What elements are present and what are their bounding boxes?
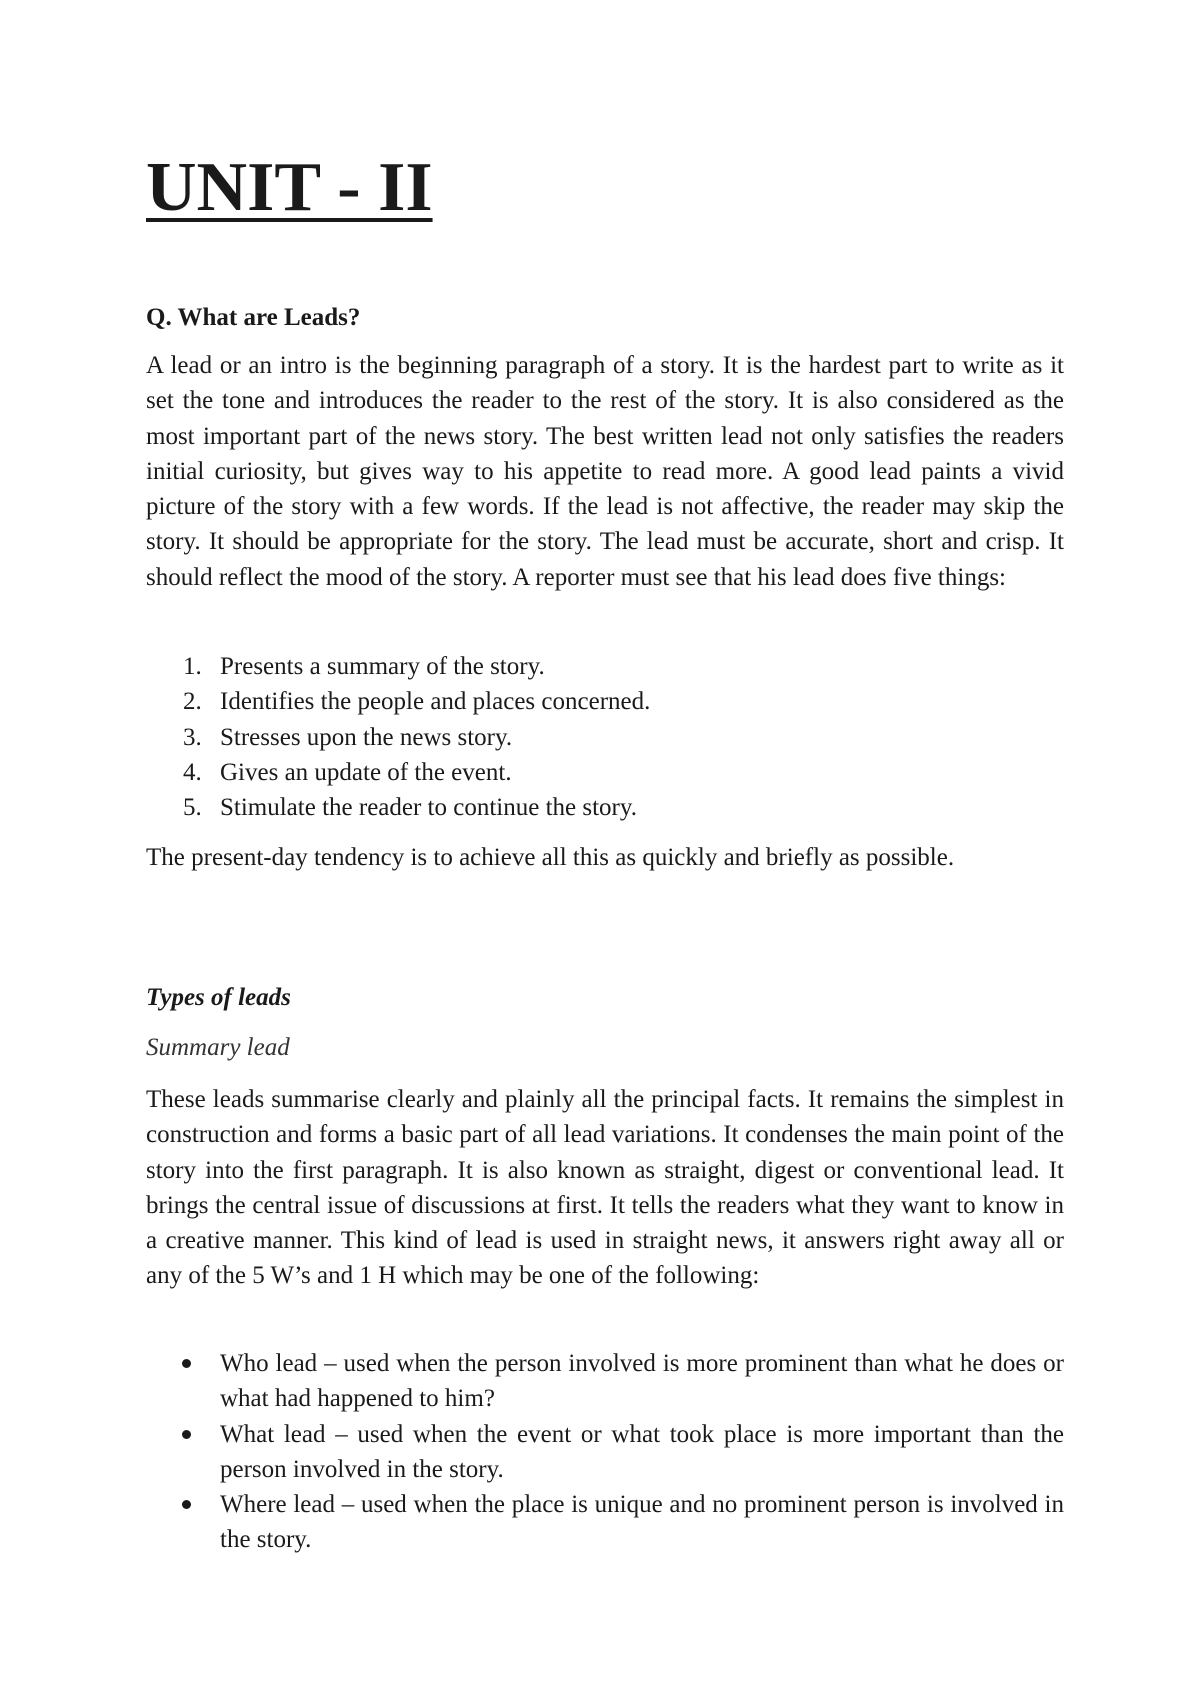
bullet-text: Who lead – used when the person involved is more prominent than what he does or what had happened to him? [220, 1350, 1064, 1413]
summary-paragraph: These leads summarise clearly and plainly all the principal facts. It remains the simplest in construction and forms a basic part of all lead variations. It condenses the main point of the story into the first paragraph. It is also known as straight, digest or conventional lead. It brings the central issue of discussions at first. It tells the readers what they want to know in a creative manner. This kind of lead is used in straight news, it answers right away all or any of the 5 W’s and 1 H which may be one of the following: [146, 1086, 1064, 1290]
summary-lead-heading: Summary lead [146, 1034, 290, 1061]
list-number: 3. [183, 723, 202, 751]
list-number: 4. [183, 758, 202, 786]
list-item-text: Presents a summary of the story. [220, 653, 545, 680]
intro-paragraph: A lead or an intro is the beginning paragraph of a story. It is the hardest part to write as it set the tone and introduces the reader to the rest of the story. It is also considered as the most important part of the news story. The best written lead not only satisfies the readers initial curiosity, but gives way to his appetite to read more. A good lead paints a vivid picture of the story with a few words. If the lead is not affective, the reader may skip the story. It should be appropriate for the story. The lead must be accurate, short and crisp. It should reflect the mood of the story. A reporter must see that his lead does five things: [146, 352, 1064, 591]
bullet-text: Where lead – used when the place is unique and no prominent person is involved in the story. [220, 1491, 1064, 1554]
question-heading: Q. What are Leads? [146, 304, 361, 331]
list-number: 1. [183, 653, 202, 680]
bullet-text: What lead – used when the event or what took place is more important than the person involved in the story. [220, 1420, 1064, 1483]
bullet-icon [182, 1430, 191, 1439]
list-number: 2. [183, 688, 202, 716]
list-item [146, 720, 650, 755]
types-heading: Types of leads [146, 984, 291, 1011]
lead-types-bullet-list [146, 1346, 1064, 1558]
bullet-icon [182, 1500, 191, 1509]
list-item [146, 790, 650, 825]
list-item [146, 684, 650, 719]
bullet-item [146, 1487, 1064, 1558]
tendency-paragraph: The present-day tendency is to achieve all this as quickly and briefly as possible. [146, 844, 955, 871]
bullet-icon [182, 1359, 191, 1368]
list-item-text: Identifies the people and places concerned. [220, 688, 651, 716]
list-item [146, 755, 650, 790]
list-item-text: Stimulate the reader to continue the story. [220, 794, 638, 822]
lead-points-list [146, 649, 650, 825]
list-item [146, 649, 650, 684]
list-item-text: Gives an update of the event. [220, 758, 512, 786]
list-item-text: Stresses upon the news story. [220, 723, 513, 751]
bullet-item [146, 1417, 1064, 1488]
bullet-item [146, 1346, 1064, 1417]
list-number: 5. [183, 794, 202, 822]
unit-title: UNIT - II [146, 149, 433, 226]
